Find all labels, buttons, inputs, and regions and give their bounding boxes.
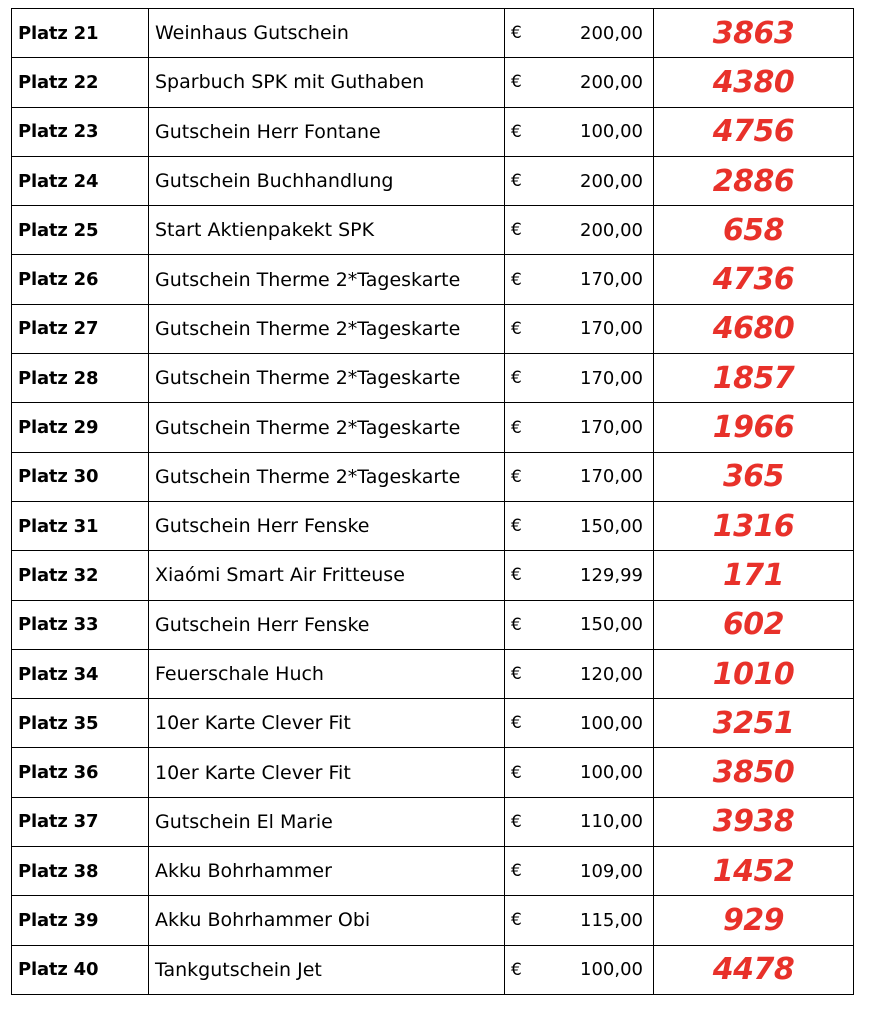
place-cell: Platz 21 — [12, 9, 149, 58]
prize-name-cell: Gutschein Therme 2*Tageskarte — [149, 452, 505, 501]
table-row — [12, 945, 854, 994]
currency-cell: € — [505, 58, 528, 107]
winning-number-cell: 1452 — [654, 847, 854, 896]
winning-number-cell: 658 — [654, 206, 854, 255]
winning-number-cell: 3251 — [654, 699, 854, 748]
prize-name-cell: Gutschein Therme 2*Tageskarte — [149, 255, 505, 304]
price-cell: 170,00 — [528, 452, 654, 501]
price-cell: 170,00 — [528, 255, 654, 304]
prize-name-cell: Feuerschale Huch — [149, 649, 505, 698]
price-cell: 200,00 — [528, 206, 654, 255]
currency-cell: € — [505, 797, 528, 846]
currency-cell: € — [505, 206, 528, 255]
currency-cell: € — [505, 748, 528, 797]
price-cell: 100,00 — [528, 699, 654, 748]
winning-number-cell: 3938 — [654, 797, 854, 846]
price-cell: 200,00 — [528, 156, 654, 205]
currency-cell: € — [505, 354, 528, 403]
prize-name-cell: Gutschein Therme 2*Tageskarte — [149, 403, 505, 452]
table-row — [12, 9, 854, 58]
prize-name-cell: Tankgutschein Jet — [149, 945, 505, 994]
winning-number-cell: 3850 — [654, 748, 854, 797]
currency-cell: € — [505, 304, 528, 353]
prize-name-cell: Gutschein Buchhandlung — [149, 156, 505, 205]
price-cell: 100,00 — [528, 748, 654, 797]
price-cell: 100,00 — [528, 945, 654, 994]
place-cell: Platz 38 — [12, 847, 149, 896]
table-row — [12, 255, 854, 304]
winning-number-cell: 171 — [654, 551, 854, 600]
place-cell: Platz 24 — [12, 156, 149, 205]
currency-cell: € — [505, 255, 528, 304]
table-row — [12, 748, 854, 797]
place-cell: Platz 39 — [12, 896, 149, 945]
winning-number-cell: 1010 — [654, 649, 854, 698]
winning-number-cell: 4756 — [654, 107, 854, 156]
table-row — [12, 797, 854, 846]
winning-number-cell: 4380 — [654, 58, 854, 107]
table-row — [12, 354, 854, 403]
winning-number-cell: 929 — [654, 896, 854, 945]
table-row — [12, 58, 854, 107]
table-row — [12, 156, 854, 205]
prize-name-cell: 10er Karte Clever Fit — [149, 748, 505, 797]
place-cell: Platz 32 — [12, 551, 149, 600]
currency-cell: € — [505, 847, 528, 896]
place-cell: Platz 27 — [12, 304, 149, 353]
price-cell: 120,00 — [528, 649, 654, 698]
winning-number-cell: 602 — [654, 600, 854, 649]
currency-cell: € — [505, 156, 528, 205]
prize-name-cell: Sparbuch SPK mit Guthaben — [149, 58, 505, 107]
table-row — [12, 649, 854, 698]
winning-number-cell: 3863 — [654, 9, 854, 58]
winning-number-cell: 1966 — [654, 403, 854, 452]
winning-number-cell: 4736 — [654, 255, 854, 304]
currency-cell: € — [505, 896, 528, 945]
prize-name-cell: Gutschein Therme 2*Tageskarte — [149, 304, 505, 353]
currency-cell: € — [505, 600, 528, 649]
price-cell: 200,00 — [528, 58, 654, 107]
price-cell: 110,00 — [528, 797, 654, 846]
place-cell: Platz 26 — [12, 255, 149, 304]
prize-name-cell: Akku Bohrhammer — [149, 847, 505, 896]
winning-number-cell: 1857 — [654, 354, 854, 403]
price-cell: 100,00 — [528, 107, 654, 156]
currency-cell: € — [505, 9, 528, 58]
price-cell: 170,00 — [528, 403, 654, 452]
place-cell: Platz 40 — [12, 945, 149, 994]
table-row — [12, 403, 854, 452]
table-row — [12, 501, 854, 550]
prize-name-cell: Gutschein Therme 2*Tageskarte — [149, 354, 505, 403]
table-row — [12, 600, 854, 649]
table-row — [12, 896, 854, 945]
place-cell: Platz 34 — [12, 649, 149, 698]
prize-name-cell: Gutschein Herr Fontane — [149, 107, 505, 156]
place-cell: Platz 37 — [12, 797, 149, 846]
currency-cell: € — [505, 501, 528, 550]
winning-number-cell: 4478 — [654, 945, 854, 994]
prize-name-cell: Weinhaus Gutschein — [149, 9, 505, 58]
prize-name-cell: Gutschein Herr Fenske — [149, 501, 505, 550]
price-cell: 115,00 — [528, 896, 654, 945]
price-cell: 170,00 — [528, 304, 654, 353]
prize-name-cell: Akku Bohrhammer Obi — [149, 896, 505, 945]
table-row — [12, 699, 854, 748]
prize-name-cell: Xiaómi Smart Air Fritteuse — [149, 551, 505, 600]
price-cell: 109,00 — [528, 847, 654, 896]
prize-name-cell: Gutschein Herr Fenske — [149, 600, 505, 649]
prize-table-body — [12, 9, 854, 995]
price-cell: 150,00 — [528, 501, 654, 550]
table-row — [12, 847, 854, 896]
currency-cell: € — [505, 551, 528, 600]
currency-cell: € — [505, 699, 528, 748]
price-cell: 129,99 — [528, 551, 654, 600]
table-row — [12, 304, 854, 353]
currency-cell: € — [505, 452, 528, 501]
winning-number-cell: 365 — [654, 452, 854, 501]
place-cell: Platz 28 — [12, 354, 149, 403]
winning-number-cell: 1316 — [654, 501, 854, 550]
currency-cell: € — [505, 649, 528, 698]
table-row — [12, 107, 854, 156]
place-cell: Platz 22 — [12, 58, 149, 107]
place-cell: Platz 29 — [12, 403, 149, 452]
place-cell: Platz 30 — [12, 452, 149, 501]
currency-cell: € — [505, 945, 528, 994]
prize-name-cell: Gutschein El Marie — [149, 797, 505, 846]
currency-cell: € — [505, 403, 528, 452]
place-cell: Platz 36 — [12, 748, 149, 797]
prize-name-cell: 10er Karte Clever Fit — [149, 699, 505, 748]
table-row — [12, 452, 854, 501]
price-cell: 170,00 — [528, 354, 654, 403]
winning-number-cell: 2886 — [654, 156, 854, 205]
table-row — [12, 206, 854, 255]
place-cell: Platz 25 — [12, 206, 149, 255]
place-cell: Platz 31 — [12, 501, 149, 550]
place-cell: Platz 35 — [12, 699, 149, 748]
price-cell: 200,00 — [528, 9, 654, 58]
prize-table — [11, 8, 854, 995]
table-row — [12, 551, 854, 600]
price-cell: 150,00 — [528, 600, 654, 649]
winning-number-cell: 4680 — [654, 304, 854, 353]
prize-name-cell: Start Aktienpakekt SPK — [149, 206, 505, 255]
currency-cell: € — [505, 107, 528, 156]
place-cell: Platz 33 — [12, 600, 149, 649]
place-cell: Platz 23 — [12, 107, 149, 156]
